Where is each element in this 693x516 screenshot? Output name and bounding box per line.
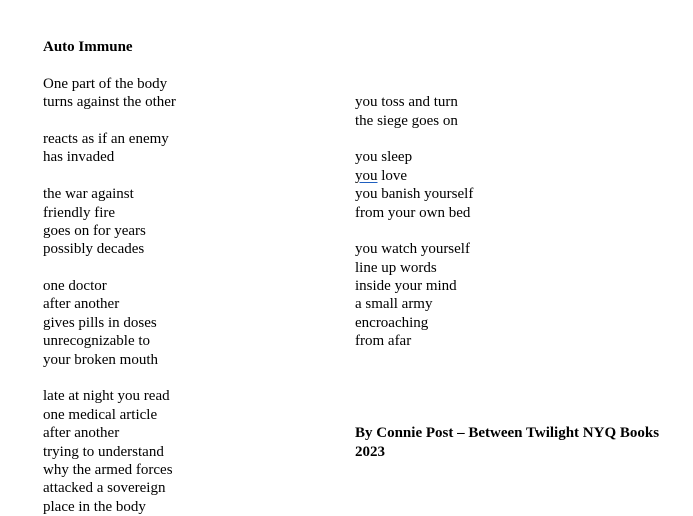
poem-line: one doctor <box>43 278 107 295</box>
poem-line <box>355 75 665 93</box>
poem-line: you banish yourself <box>355 186 474 203</box>
poem-line: turns against the other <box>43 94 176 111</box>
poem-line: reacts as if an enemy <box>43 130 169 147</box>
poem-line: One part of the body <box>43 75 168 92</box>
poem-line: you toss and turn <box>355 94 458 111</box>
poem-line: gives pills in doses <box>43 314 157 331</box>
poem-line: the siege goes on <box>355 112 458 129</box>
poem-line <box>43 56 333 74</box>
spacer <box>355 406 665 424</box>
poem-line <box>355 38 665 56</box>
poem-line-you-love <box>355 167 665 185</box>
spacer <box>355 387 665 405</box>
poem-line <box>355 56 665 74</box>
poem-line: goes on for years <box>43 222 146 239</box>
poem-line: the war against <box>43 186 134 203</box>
poem-word: love <box>381 167 408 184</box>
poem-line: place in the body <box>43 498 146 515</box>
poem-line: friendly fire <box>43 204 116 221</box>
poem-line: from afar <box>355 333 412 350</box>
poem-line: after another <box>43 296 120 313</box>
spacer <box>355 351 665 369</box>
poem-line: attacked a sovereign <box>43 480 166 497</box>
poem-line: a small army <box>355 296 433 313</box>
poem-line <box>43 167 333 185</box>
poem-line: why the armed forces <box>43 461 173 478</box>
poem-line: late at night you read <box>43 388 170 405</box>
poem-title: Auto Immune <box>43 39 133 55</box>
poem-line: one medical article <box>43 406 158 423</box>
poem-line: from your own bed <box>355 204 471 221</box>
spellcheck-underlined-word: you <box>355 167 378 184</box>
poem-line: line up words <box>355 259 437 276</box>
poem-line <box>43 369 333 387</box>
poem-line: has invaded <box>43 149 115 166</box>
poem-line: unrecognizable to <box>43 333 151 350</box>
poem-line: after another <box>43 425 120 442</box>
poem-credit: By Connie Post – Between Twilight NYQ Books 2023 <box>355 425 660 460</box>
poem-line: encroaching <box>355 314 429 331</box>
poem-line: inside your mind <box>355 278 457 295</box>
poem-line: your broken mouth <box>43 351 158 368</box>
poem-line: trying to understand <box>43 443 164 460</box>
poem-line <box>43 112 333 130</box>
poem-left-column <box>43 38 333 516</box>
poem-line <box>355 222 665 240</box>
spacer <box>355 369 665 387</box>
poem-line: possibly decades <box>43 241 145 258</box>
poem-line <box>43 259 333 277</box>
poem-line: you sleep <box>355 149 413 166</box>
poem-line <box>355 130 665 148</box>
poem-right-column <box>355 38 665 461</box>
poem-line: you watch yourself <box>355 241 470 258</box>
